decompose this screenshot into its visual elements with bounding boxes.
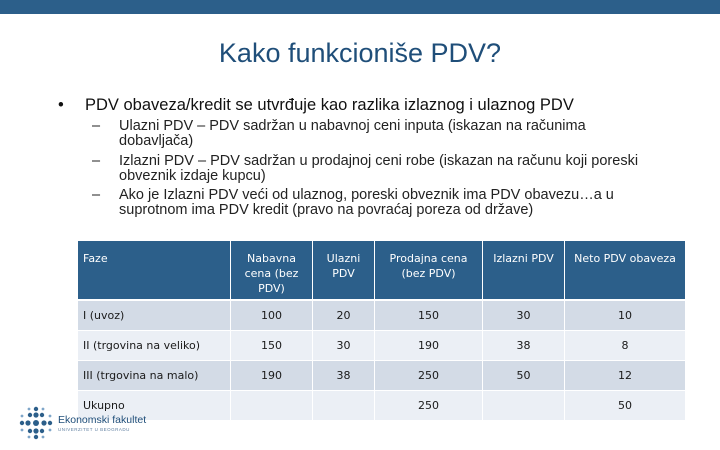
table-header-row xyxy=(78,241,686,301)
table-cell: II (trgovina na veliko) xyxy=(78,331,231,361)
page-title: Kako funkcioniše PDV? xyxy=(218,38,502,68)
sub-bullet-text: Ako je Izlazni PDV veći od ulaznog, poreski obveznik ima PDV obavezu…a u suprotnom ima PDV kredit (pravo na povraćaj poreza od države) xyxy=(119,187,614,218)
header-izlazni-pdv: Izlazni PDV xyxy=(483,241,565,301)
table-row xyxy=(78,301,686,331)
header-ulazni-pdv: Ulazni PDV xyxy=(313,241,375,301)
table-cell: 250 xyxy=(375,361,483,391)
table-cell xyxy=(231,391,313,421)
table-row xyxy=(78,361,686,391)
table-cell: 30 xyxy=(313,331,375,361)
table-cell: 50 xyxy=(483,361,565,391)
vat-table xyxy=(78,241,686,421)
header-neto-pdv: Neto PDV obaveza xyxy=(565,241,686,301)
table-cell: 150 xyxy=(231,331,313,361)
table-row xyxy=(78,331,686,361)
table-cell: 12 xyxy=(565,361,686,391)
logo-name: Ekonomski fakultet xyxy=(58,414,147,426)
sub-bullet-text: Izlazni PDV – PDV sadržan u prodajnoj ceni robe (iskazan na računu koji poreski obveznik izdaje kupcu) xyxy=(119,153,639,184)
table-cell: 250 xyxy=(375,391,483,421)
header-prodajna-cena: Prodajna cena (bez PDV) xyxy=(375,241,483,301)
dotted-cross-logo-icon xyxy=(18,405,54,441)
faculty-logo xyxy=(18,405,148,445)
bullet-dot: • xyxy=(58,96,64,114)
table-cell: 150 xyxy=(375,301,483,331)
table-cell xyxy=(483,391,565,421)
main-bullet-text: PDV obaveza/kredit se utvrđuje kao razlika izlaznog i ulaznog PDV xyxy=(85,96,574,114)
bullet-dash: – xyxy=(92,187,101,203)
table-cell: 190 xyxy=(375,331,483,361)
table-cell: 190 xyxy=(231,361,313,391)
logo-subtitle: UNIVERZITET U BEOGRADU xyxy=(58,427,130,432)
header-nabavna-cena: Nabavna cena (bez PDV) xyxy=(231,241,313,301)
table-cell xyxy=(313,391,375,421)
table-cell: I (uvoz) xyxy=(78,301,231,331)
table-cell: Ukupno xyxy=(78,391,231,421)
table-cell: 8 xyxy=(565,331,686,361)
table-row-total xyxy=(78,391,686,421)
table-cell: III (trgovina na malo) xyxy=(78,361,231,391)
top-accent-bar xyxy=(0,0,720,14)
sub-bullet-text: Ulazni PDV – PDV sadržan u nabavnoj ceni inputa (iskazan na računima dobavljača) xyxy=(119,118,586,149)
table-cell: 30 xyxy=(483,301,565,331)
table-cell: 20 xyxy=(313,301,375,331)
table-cell: 50 xyxy=(565,391,686,421)
bullet-dash: – xyxy=(92,118,101,134)
table-cell: 10 xyxy=(565,301,686,331)
bullet-dash: – xyxy=(92,153,101,169)
table-cell: 38 xyxy=(313,361,375,391)
header-faze: Faze xyxy=(78,241,231,301)
table-cell: 100 xyxy=(231,301,313,331)
table-cell: 38 xyxy=(483,331,565,361)
